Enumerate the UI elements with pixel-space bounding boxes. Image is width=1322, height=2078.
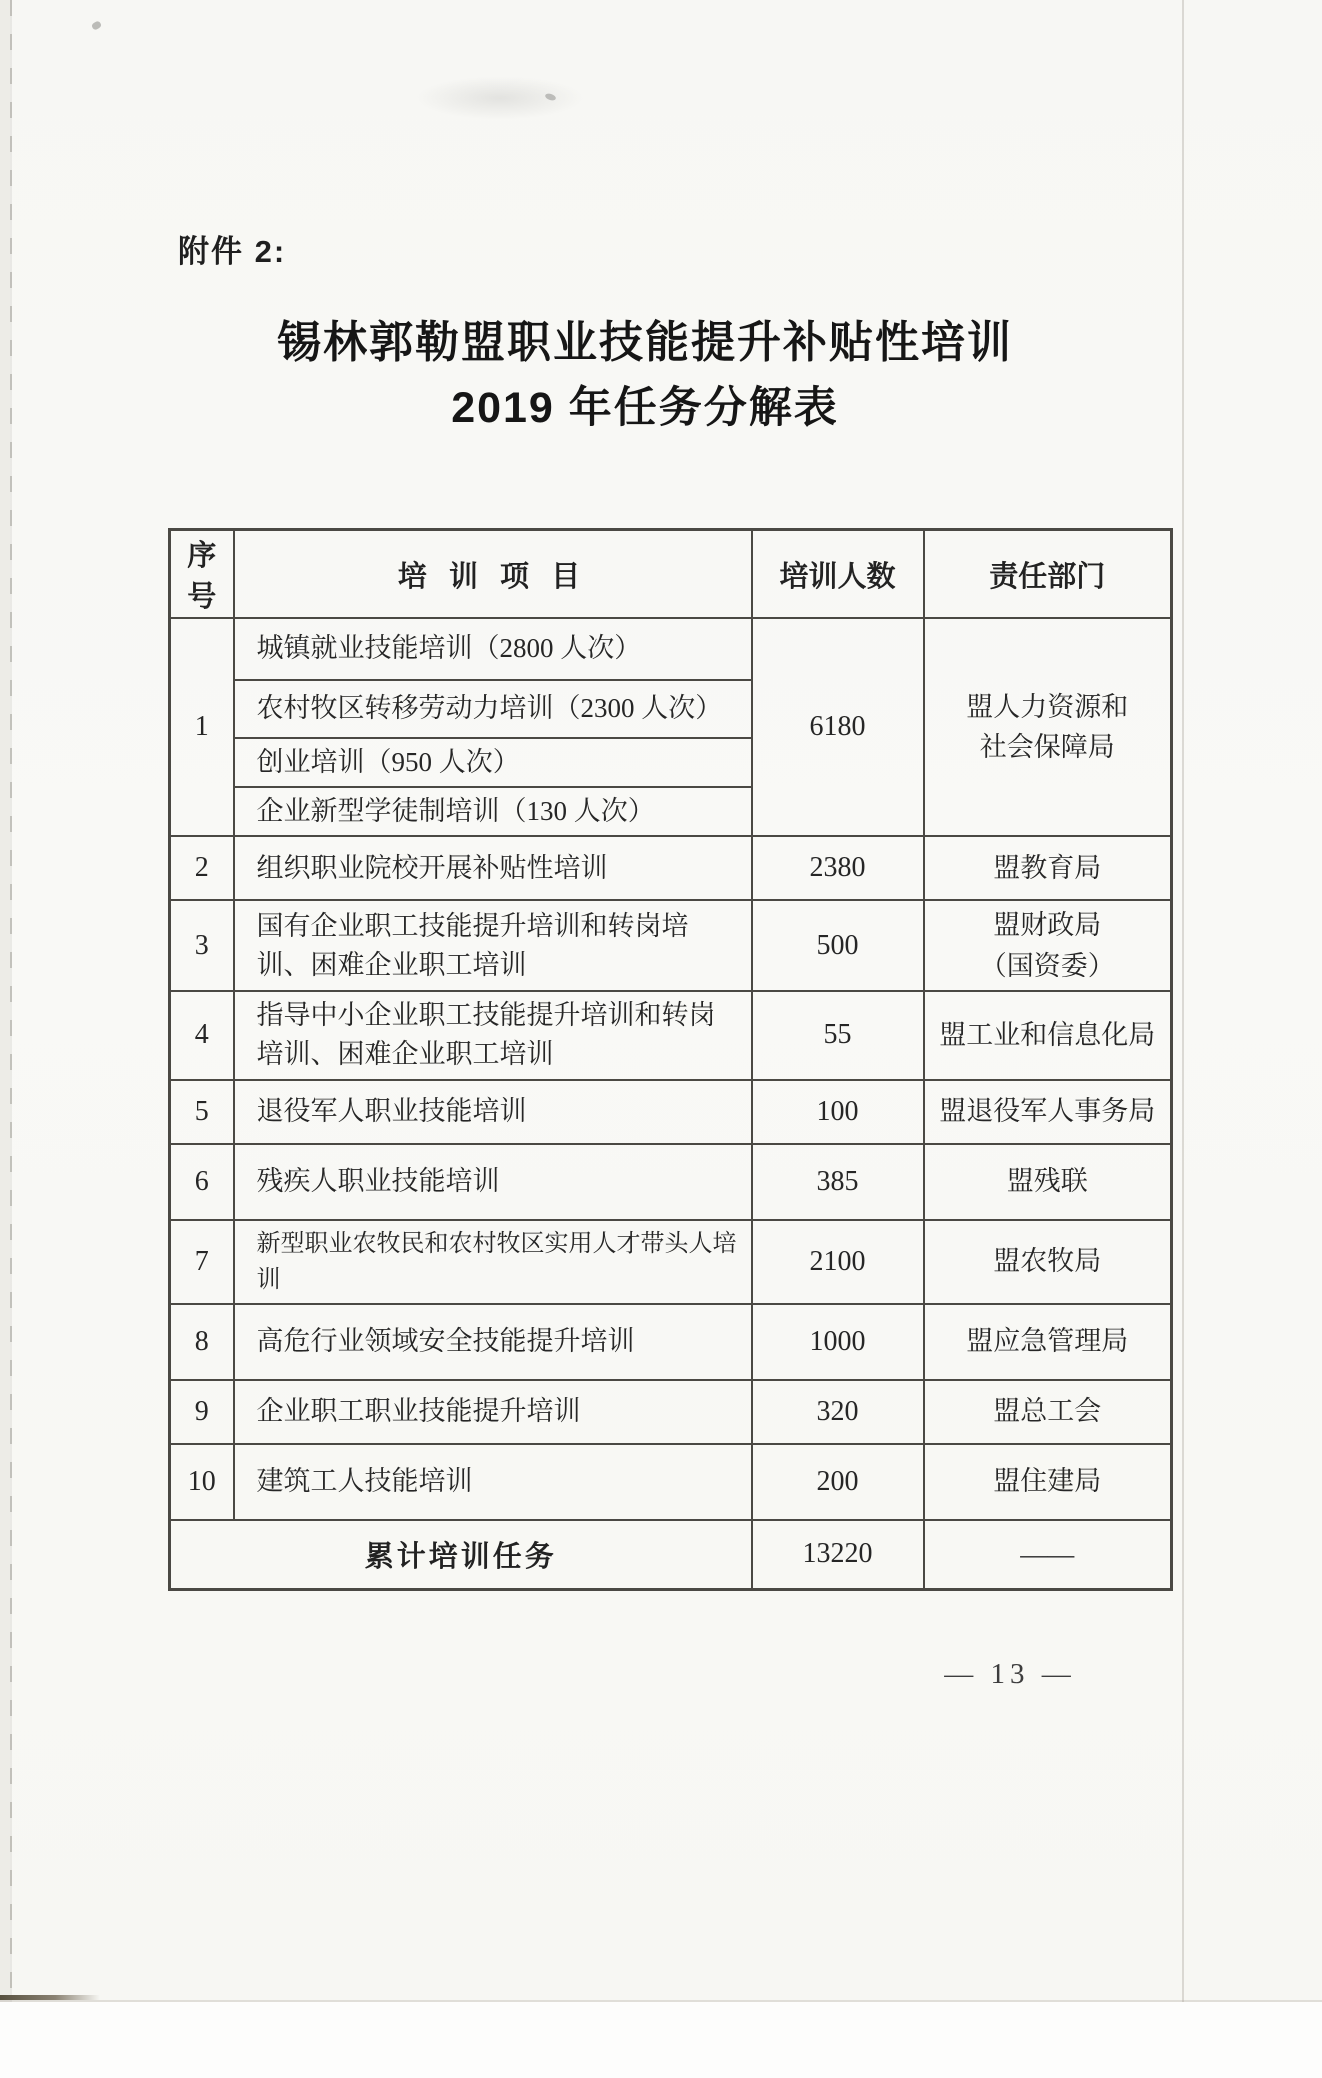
header-trainee-count: 培训人数 xyxy=(752,530,924,619)
trainees-cell: 1000 xyxy=(752,1304,924,1380)
department-cell xyxy=(924,1220,1172,1304)
table-header-row xyxy=(170,530,1172,619)
project-cell: 建筑工人技能培训 xyxy=(234,1444,752,1520)
trainees-cell: 100 xyxy=(752,1080,924,1144)
project-cell: 残疾人职业技能培训 xyxy=(234,1144,752,1220)
department-cell xyxy=(924,991,1172,1079)
project-cell: 企业职工职业技能提升培训 xyxy=(234,1380,752,1444)
page-number: — 13 — xyxy=(944,1658,1076,1690)
row-number-cell: 8 xyxy=(170,1304,234,1380)
project-cell: 指导中小企业职工技能提升培训和转岗培训、困难企业职工培训 xyxy=(234,991,752,1079)
trainees-cell: 500 xyxy=(752,900,924,991)
department-line: 盟教育局 xyxy=(993,853,1102,884)
trainees-cell: 385 xyxy=(752,1144,924,1220)
department-cell xyxy=(924,836,1172,900)
row-number-cell: 6 xyxy=(170,1144,234,1220)
paper-edge-left-strip xyxy=(0,0,10,2002)
project-cell: 企业新型学徒制培训（130 人次） xyxy=(234,787,752,836)
row-number-cell: 4 xyxy=(170,991,234,1079)
row-number-cell: 3 xyxy=(170,900,234,991)
trainees-cell: 6180 xyxy=(752,618,924,836)
trainees-cell: 55 xyxy=(752,991,924,1079)
table-row-group1-sub1 xyxy=(170,618,1172,680)
department-line: 盟残联 xyxy=(1006,1166,1088,1197)
table-row xyxy=(170,1080,1172,1144)
row-number-cell: 9 xyxy=(170,1380,234,1444)
table-row xyxy=(170,900,1172,991)
project-cell: 组织职业院校开展补贴性培训 xyxy=(234,836,752,900)
table-row xyxy=(170,1144,1172,1220)
trainees-cell: 320 xyxy=(752,1380,924,1444)
table-row xyxy=(170,1380,1172,1444)
project-cell: 城镇就业技能培训（2800 人次） xyxy=(234,618,752,680)
total-label-cell: 累计培训任务 xyxy=(170,1520,752,1590)
paper-torn-edge-left xyxy=(10,0,12,2002)
table-total-row xyxy=(170,1520,1172,1590)
project-cell: 农村牧区转移劳动力培训（2300 人次） xyxy=(234,680,752,738)
training-task-table xyxy=(168,528,1173,1591)
project-cell: 创业培训（950 人次） xyxy=(234,738,752,787)
department-cell xyxy=(924,1304,1172,1380)
department-line: 盟总工会 xyxy=(993,1396,1102,1427)
department-cell xyxy=(924,1380,1172,1444)
department-line: 盟人力资源和 xyxy=(966,691,1129,722)
trainees-cell: 2380 xyxy=(752,836,924,900)
title-line-2: 2019 年任务分解表 xyxy=(451,384,839,433)
row-number-cell: 1 xyxy=(170,618,234,836)
department-line: 盟住建局 xyxy=(993,1466,1102,1497)
department-line: 盟财政局 xyxy=(993,910,1102,941)
project-cell: 新型职业农牧民和农村牧区实用人才带头人培训 xyxy=(234,1220,752,1304)
attachment-label: 附件 2: xyxy=(178,234,287,269)
department-cell xyxy=(924,1144,1172,1220)
table-row xyxy=(170,991,1172,1079)
title-line-1: 锡林郭勒盟职业技能提升补贴性培训 xyxy=(277,318,1013,367)
trainees-cell: 2100 xyxy=(752,1220,924,1304)
project-cell: 国有企业职工技能提升培训和转岗培训、困难企业职工培训 xyxy=(234,900,752,991)
total-department-cell: —— xyxy=(924,1520,1172,1590)
header-training-project: 培 训 项 目 xyxy=(234,530,752,619)
table-row xyxy=(170,1304,1172,1380)
table-row xyxy=(170,1444,1172,1520)
header-responsible-department: 责任部门 xyxy=(924,530,1172,619)
department-line: 社会保障局 xyxy=(979,732,1115,763)
project-cell: 退役军人职业技能培训 xyxy=(234,1080,752,1144)
row-number-cell: 7 xyxy=(170,1220,234,1304)
document-title xyxy=(120,314,1170,435)
department-cell xyxy=(924,900,1172,991)
trainees-cell: 200 xyxy=(752,1444,924,1520)
row-number-cell: 5 xyxy=(170,1080,234,1144)
table-row xyxy=(170,1220,1172,1304)
paper-fold-line-right xyxy=(1182,0,1184,2002)
row-number-cell: 2 xyxy=(170,836,234,900)
paper-edge-bottom xyxy=(0,2000,1322,2002)
scan-speck xyxy=(91,20,102,31)
department-line: 盟农牧局 xyxy=(993,1246,1102,1277)
scan-artifact-bottom-left xyxy=(0,1995,100,2000)
department-cell xyxy=(924,1444,1172,1520)
department-line: （国资委） xyxy=(979,950,1115,981)
scan-smudge-top xyxy=(415,76,585,120)
department-line: 盟应急管理局 xyxy=(966,1326,1129,1357)
department-cell xyxy=(924,1080,1172,1144)
row-number-cell: 10 xyxy=(170,1444,234,1520)
department-cell xyxy=(924,618,1172,836)
department-line: 盟退役军人事务局 xyxy=(939,1096,1156,1127)
header-serial-number: 序号 xyxy=(170,530,234,619)
table-row xyxy=(170,836,1172,900)
department-line: 盟工业和信息化局 xyxy=(939,1020,1156,1051)
total-trainees-cell: 13220 xyxy=(752,1520,924,1590)
project-cell: 高危行业领域安全技能提升培训 xyxy=(234,1304,752,1380)
